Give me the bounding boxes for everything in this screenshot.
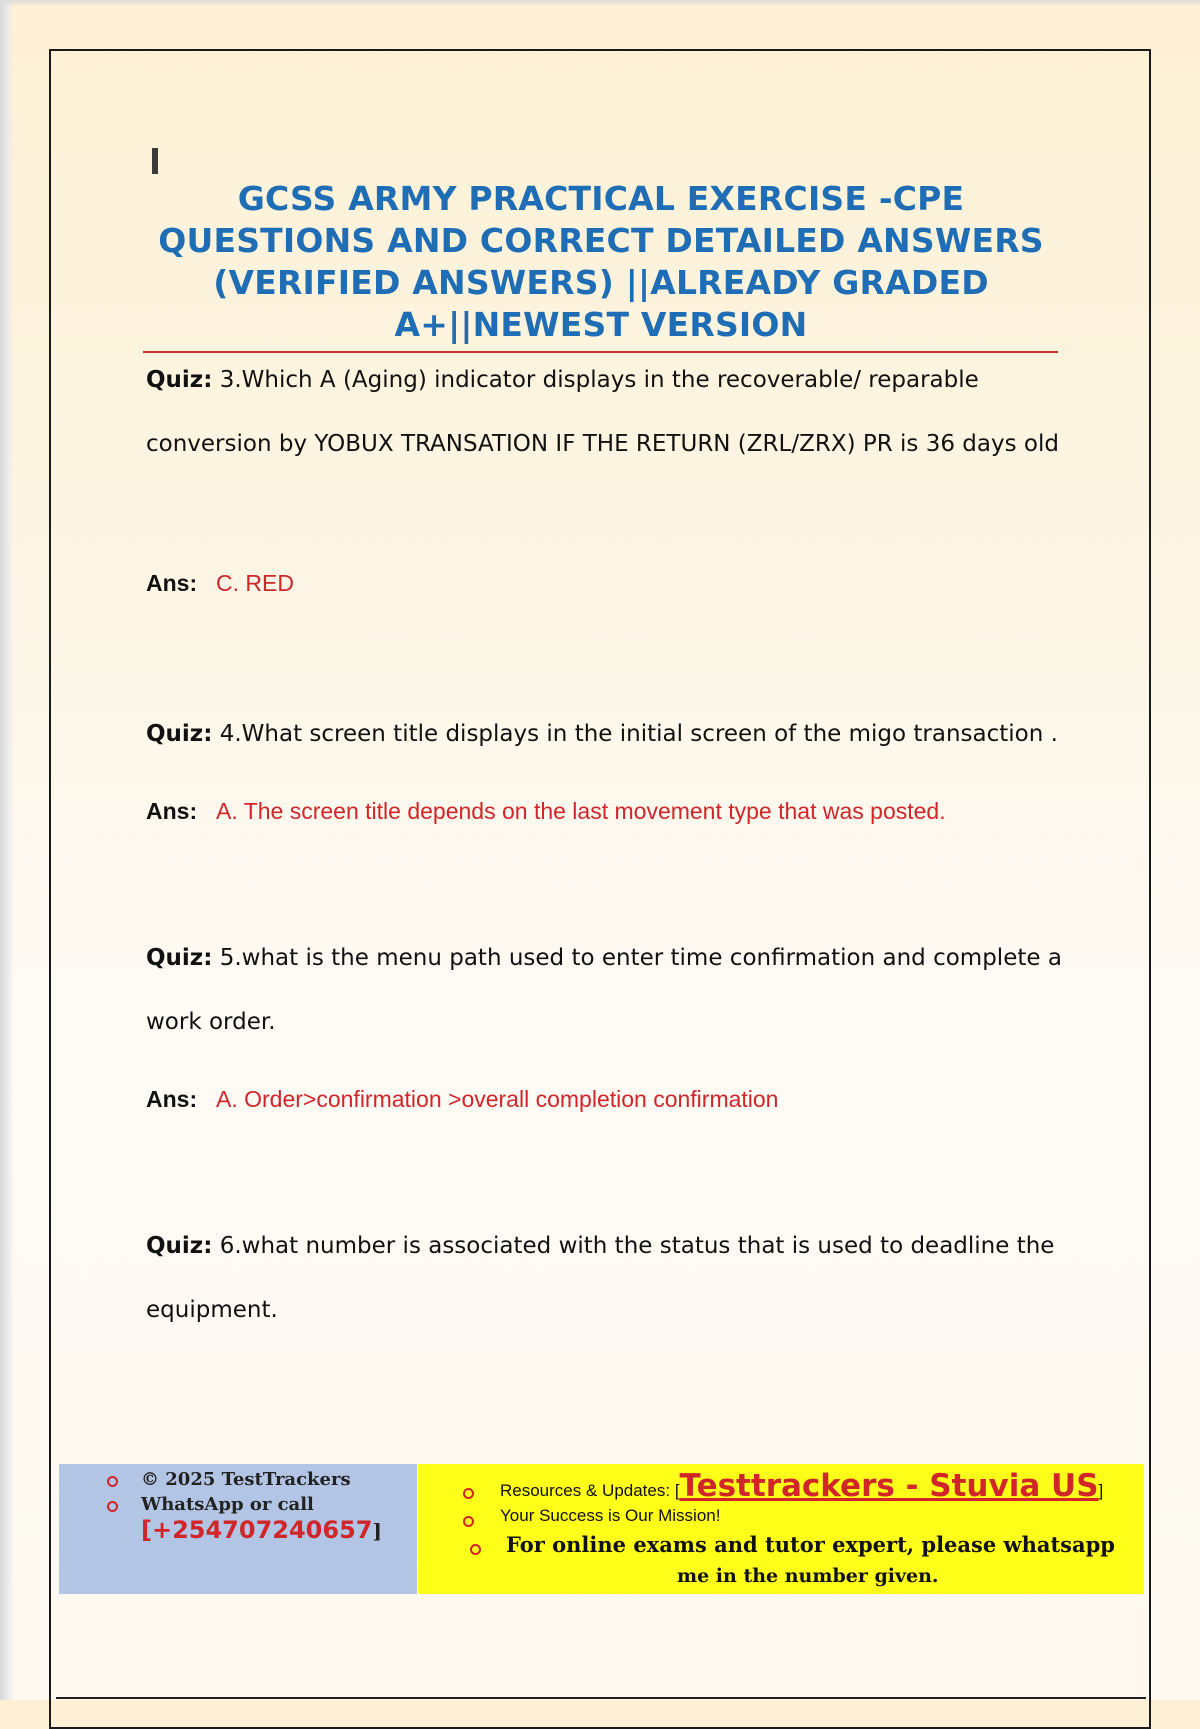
tutor-text-line1: For online exams and tutor expert, please whatsapp — [506, 1532, 1115, 1557]
qa-item-6 — [146, 1214, 1066, 1342]
question-text: 4.What screen title displays in the initial screen of the migo transaction . — [219, 721, 1058, 747]
phone-line — [141, 1516, 382, 1544]
page-edge-shadow — [0, 0, 14, 1700]
qa-item-3 — [146, 348, 1066, 596]
bullet-icon — [107, 1476, 118, 1487]
phone-bracket-open: [ — [141, 1516, 152, 1544]
quiz-label: Quiz: — [146, 721, 213, 747]
quiz-label: Quiz: — [146, 367, 213, 393]
bullet-icon — [463, 1488, 474, 1499]
bullet-icon — [107, 1501, 118, 1512]
footer-resources-box — [418, 1464, 1144, 1594]
mission-text: Your Success is Our Mission! — [500, 1506, 721, 1525]
page-bottom-rule — [56, 1697, 1146, 1699]
tutor-text-line2: me in the number given. — [677, 1565, 939, 1587]
answer-text: C. RED — [216, 570, 294, 596]
answer-text: A. Order>confirmation >overall completion confirmation — [216, 1086, 779, 1112]
link-bracket-open: [ — [674, 1481, 680, 1500]
stuvia-link[interactable]: Testtrackers - Stuvia US — [679, 1468, 1099, 1504]
ans-label: Ans: — [146, 798, 198, 824]
resources-label: Resources & Updates: — [500, 1481, 675, 1500]
qa-item-4 — [146, 702, 1066, 824]
text-cursor-mark — [152, 148, 158, 174]
question-text: 5.what is the menu path used to enter time confirmation and complete a work order. — [146, 945, 1062, 1035]
bullet-icon — [463, 1516, 474, 1527]
ans-label: Ans: — [146, 1086, 198, 1112]
phone-bracket-close: ] — [372, 1519, 382, 1543]
quiz-label: Quiz: — [146, 945, 213, 971]
link-bracket-close: ] — [1098, 1481, 1104, 1500]
footer-contact-box — [59, 1464, 417, 1594]
copyright-text: © 2025 TestTrackers — [141, 1469, 351, 1490]
answer-text: A. The screen title depends on the last movement type that was posted. — [216, 798, 946, 824]
question-text: 6.what number is associated with the status that is used to deadline the equipment. — [146, 1233, 1055, 1323]
bullet-icon — [470, 1544, 481, 1555]
resources-line — [500, 1468, 1103, 1504]
page-top-shadow — [0, 0, 1200, 6]
whatsapp-label: WhatsApp or call — [141, 1494, 314, 1515]
question-text: 3.Which A (Aging) indicator displays in the recoverable/ reparable conversion by YOBUX TRANSATION IF THE RETURN (ZRL/ZRX) PR is 36 days old — [146, 367, 1059, 457]
phone-number[interactable]: +254707240657 — [151, 1516, 373, 1544]
quiz-label: Quiz: — [146, 1233, 213, 1259]
ans-label: Ans: — [146, 570, 198, 596]
qa-item-5 — [146, 926, 1066, 1112]
document-title: GCSS ARMY PRACTICAL EXERCISE -CPE QUESTIONS AND CORRECT DETAILED ANSWERS (VERIFIED ANSWERS) ||ALREADY GRADED A+||NEWEST VERSION — [158, 179, 1044, 344]
